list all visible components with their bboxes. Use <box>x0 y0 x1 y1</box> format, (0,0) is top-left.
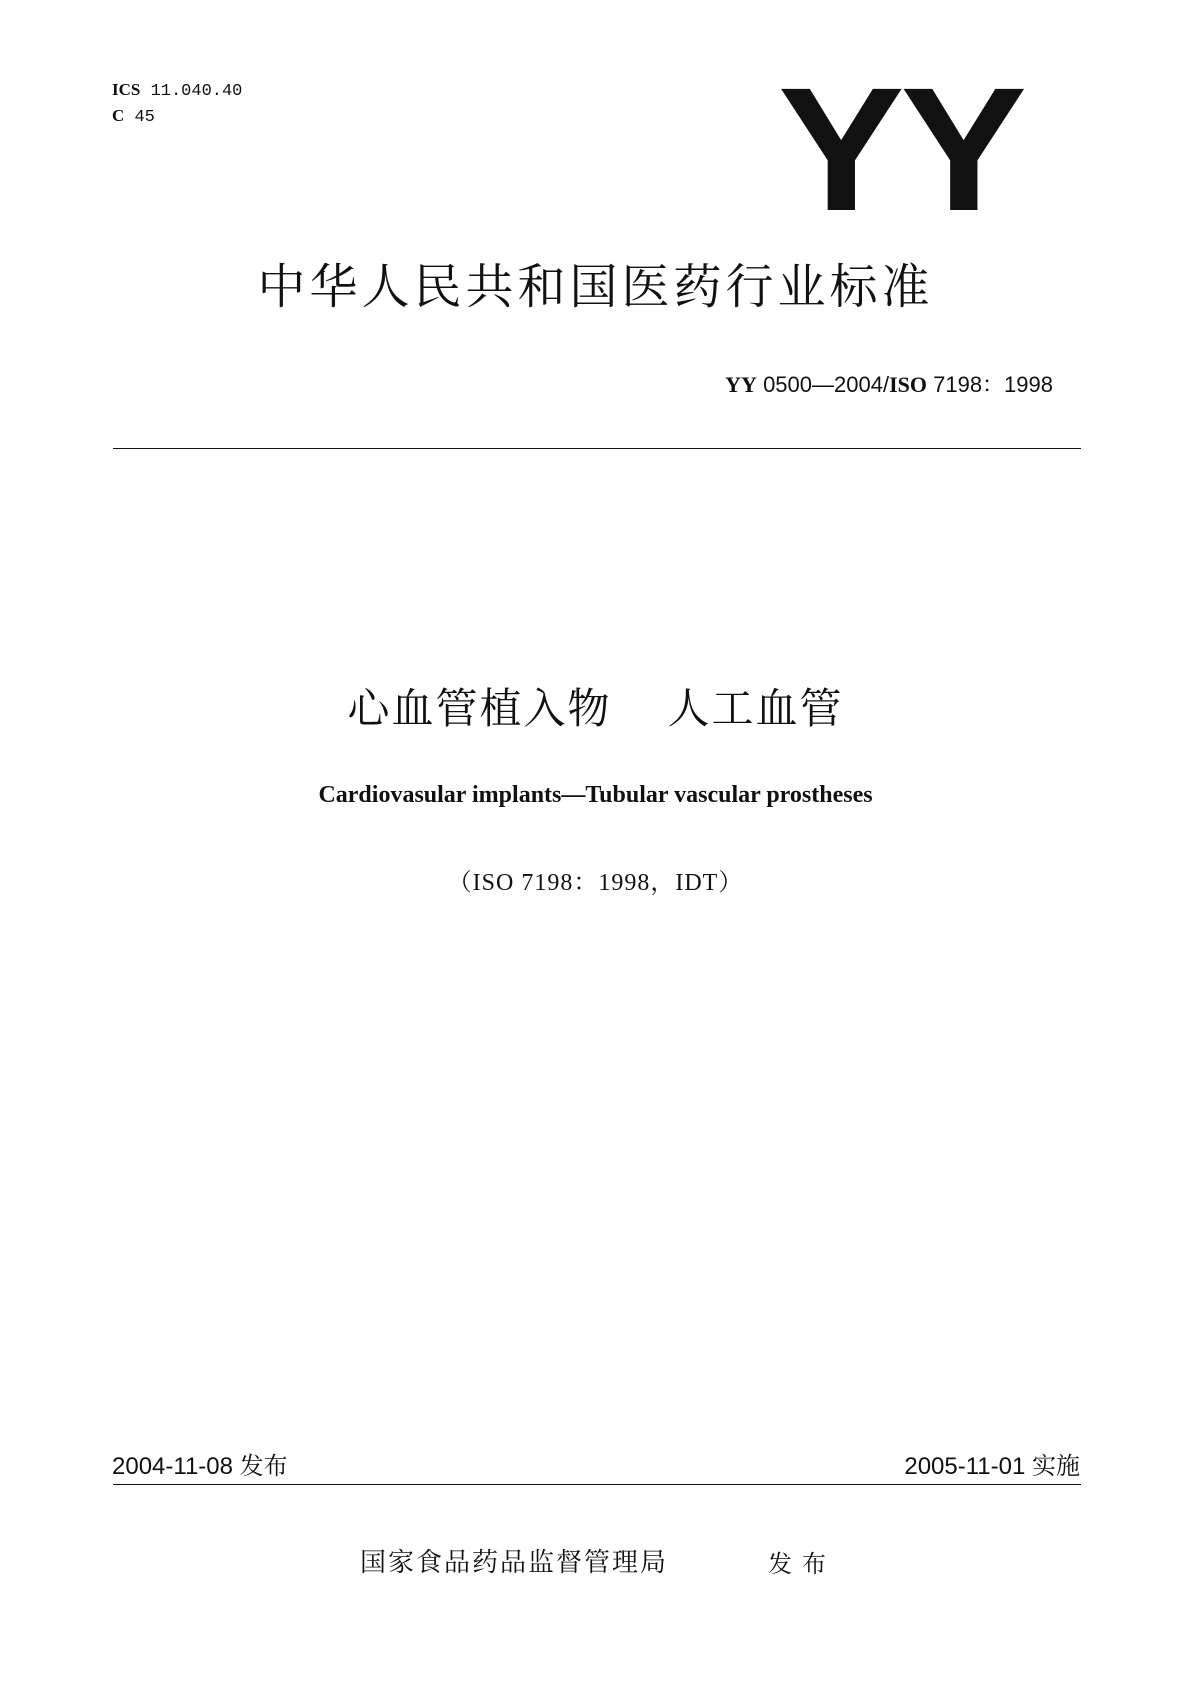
ccs-label: C <box>112 106 125 125</box>
issue-date: 2004-11-08 发布 <box>112 1453 288 1480</box>
document-title-cn <box>0 676 1191 736</box>
ccs-code: 45 <box>134 108 155 127</box>
standard-prefix: YY <box>725 372 757 397</box>
document-title-en: Cardiovasular implants—Tubular vascular prostheses <box>318 782 873 808</box>
document-title-cn-part2: 人工血管 <box>667 684 844 733</box>
publisher-name: 国家食品药品监督管理局 <box>360 1548 669 1578</box>
document-title-cn-part1: 心血管植入物 <box>347 684 612 733</box>
standard-code: 0500—2004/ <box>763 372 890 397</box>
yy-logo: YY <box>778 52 1023 248</box>
iso-code: 7198：1998 <box>933 372 1053 397</box>
standard-title: 中华人民共和国医药行业标准 <box>257 259 934 315</box>
ics-code: 11.040.40 <box>150 82 243 101</box>
implementation-date: 2005-11-01 实施 <box>904 1453 1080 1480</box>
classification-codes <box>112 78 242 130</box>
top-divider <box>113 448 1081 449</box>
ics-label: ICS <box>112 80 141 99</box>
standard-number <box>725 368 1053 399</box>
iso-reference: （ISO 7198：1998，IDT） <box>447 870 744 896</box>
bottom-divider <box>113 1484 1081 1485</box>
publish-label: 发布 <box>768 1550 836 1578</box>
iso-prefix: ISO <box>889 372 927 397</box>
